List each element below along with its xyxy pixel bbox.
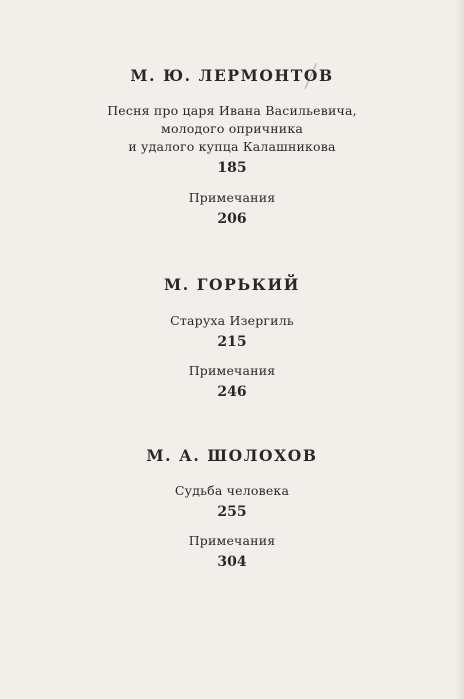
author-heading-gorky — [0, 275, 464, 295]
notes-page-number: 246 — [217, 384, 247, 400]
author-heading-sholokhov — [0, 446, 464, 466]
notes-label: Примечания — [188, 363, 276, 378]
work-entry-lermontov[interactable] — [0, 102, 464, 177]
author-heading-lermontov — [0, 66, 464, 86]
author-name: М. ГОРЬКИЙ — [164, 275, 300, 294]
work-page-number: 255 — [217, 504, 247, 520]
work-title-line: молодого опричника — [161, 121, 303, 136]
notes-entry-sholokhov[interactable] — [0, 532, 464, 571]
notes-label: Примечания — [188, 190, 276, 205]
work-title-line: Старуха Изергиль — [170, 313, 294, 328]
notes-entry-lermontov[interactable] — [0, 189, 464, 228]
notes-entry-gorky[interactable] — [0, 362, 464, 401]
notes-page-number: 206 — [217, 211, 247, 227]
work-page-number: 185 — [217, 160, 247, 176]
author-name: М. Ю. ЛЕРМОНТОВ — [130, 66, 334, 85]
work-title-line: и удалого купца Калашникова — [128, 139, 336, 154]
notes-label: Примечания — [188, 533, 276, 548]
author-name: М. А. ШОЛОХОВ — [146, 446, 318, 465]
work-entry-sholokhov[interactable] — [0, 482, 464, 521]
work-title-line: Судьба человека — [174, 483, 290, 498]
work-entry-gorky[interactable] — [0, 312, 464, 351]
work-page-number: 215 — [217, 334, 247, 350]
notes-page-number: 304 — [217, 554, 247, 570]
work-title-line: Песня про царя Ивана Васильевича, — [107, 103, 357, 118]
